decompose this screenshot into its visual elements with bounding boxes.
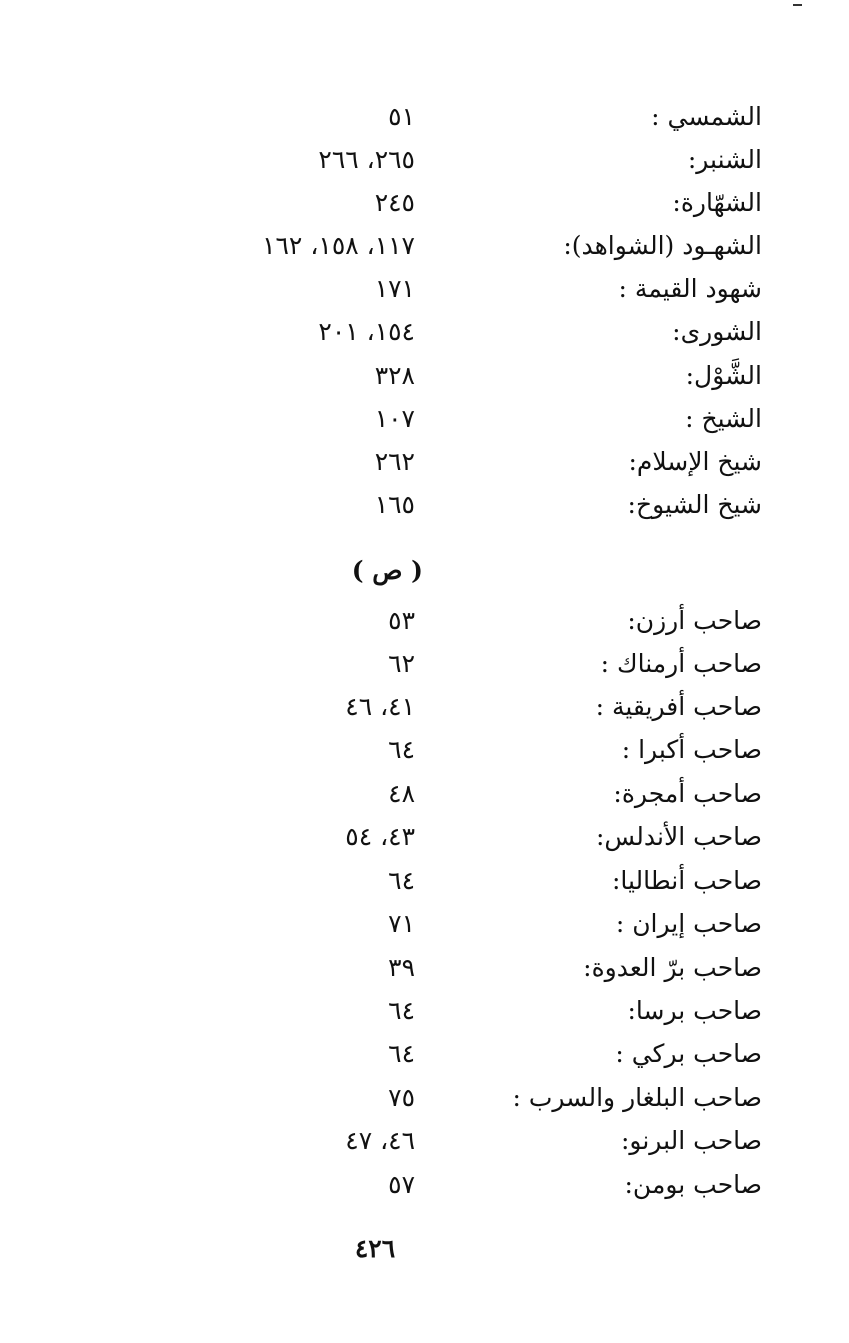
entry-pages: ٤٣، ٥٤ xyxy=(345,822,415,851)
entry-pages: ٤١، ٤٦ xyxy=(345,692,415,721)
entry-pages: ٧١ xyxy=(388,909,415,938)
entry-term: صاحب بركي : xyxy=(615,1039,762,1068)
entry-pages: ٢٤٥ xyxy=(374,188,415,217)
entry-pages: ٦٤ xyxy=(388,996,415,1025)
entry-pages: ٢٦٢ xyxy=(374,447,415,476)
index-entry xyxy=(0,442,849,482)
entry-pages: ٥٣ xyxy=(388,606,415,635)
index-entry xyxy=(0,991,849,1031)
index-entry xyxy=(0,774,849,814)
entry-term: صاحب إيران : xyxy=(615,909,762,938)
entry-term: صاحب أرمناك : xyxy=(600,649,762,678)
entry-term: الشهـود (الشواهد): xyxy=(563,231,762,260)
entry-term: صاحب الأندلس: xyxy=(596,822,762,851)
index-entry xyxy=(0,183,849,223)
page-number: ٤٢٦ xyxy=(354,1234,396,1263)
index-entry xyxy=(0,1078,849,1118)
index-entry xyxy=(0,904,849,944)
entry-term: صاحب البلغار والسرب : xyxy=(512,1083,762,1112)
entry-pages: ١١٧، ١٥٨، ١٦٢ xyxy=(262,231,415,260)
index-entry xyxy=(0,1121,849,1161)
entry-pages: ٤٨ xyxy=(388,779,415,808)
entry-term: صاحب برسا: xyxy=(627,996,762,1025)
entry-term: صاحب بومن: xyxy=(624,1170,762,1199)
entry-term: شهود القيمة : xyxy=(618,274,762,303)
entry-pages: ٦٢ xyxy=(388,649,415,678)
index-entry xyxy=(0,97,849,137)
entry-term: الشيخ : xyxy=(685,404,762,433)
index-entry xyxy=(0,687,849,727)
index-entry xyxy=(0,1034,849,1074)
index-entry xyxy=(0,861,849,901)
index-entry xyxy=(0,312,849,352)
index-entry xyxy=(0,356,849,396)
entry-term: شيخ الشيوخ: xyxy=(627,490,762,519)
entry-pages: ٦٤ xyxy=(388,1039,415,1068)
entry-term: الشَّوْل: xyxy=(685,361,762,390)
index-entry xyxy=(0,399,849,439)
entry-term: الشورى: xyxy=(672,317,762,346)
index-entry xyxy=(0,1165,849,1205)
entry-term: صاحب البرنو: xyxy=(621,1126,762,1155)
index-entry xyxy=(0,948,849,988)
top-margin-mark xyxy=(793,4,802,6)
entry-pages: ١٦٥ xyxy=(374,490,415,519)
entry-term: الشمسي : xyxy=(651,102,762,131)
index-entry xyxy=(0,140,849,180)
entry-term: صاحب أكبرا : xyxy=(621,735,762,764)
index-entry xyxy=(0,644,849,684)
entry-pages: ٦٤ xyxy=(388,866,415,895)
entry-pages: ١٥٤، ٢٠١ xyxy=(318,317,415,346)
entry-pages: ٧٥ xyxy=(388,1083,415,1112)
entry-term: صاحب أفريقية : xyxy=(595,692,762,721)
index-entry xyxy=(0,485,849,525)
entry-term: صاحب أرزن: xyxy=(627,606,762,635)
entry-pages: ١٧١ xyxy=(374,274,415,303)
entry-term: الشنبر: xyxy=(687,145,762,174)
entry-term: صاحب أمجرة: xyxy=(613,779,762,808)
entry-pages: ٣٢٨ xyxy=(374,361,415,390)
index-entry xyxy=(0,269,849,309)
entry-pages: ٥١ xyxy=(388,102,415,131)
entry-pages: ٣٩ xyxy=(388,953,415,982)
index-entry xyxy=(0,601,849,641)
entry-pages: ٦٤ xyxy=(388,735,415,764)
entry-pages: ٢٦٥، ٢٦٦ xyxy=(318,145,415,174)
entry-term: صاحب أنطاليا: xyxy=(611,866,762,895)
entry-term: الشهّارة: xyxy=(672,188,762,217)
index-entry xyxy=(0,817,849,857)
entry-pages: ١٠٧ xyxy=(374,404,415,433)
entry-term: صاحب برّ العدوة: xyxy=(583,953,762,982)
entry-term: شيخ الإسلام: xyxy=(628,447,762,476)
index-entry xyxy=(0,730,849,770)
section-heading: ( ص ) xyxy=(351,556,423,585)
index-entry xyxy=(0,226,849,266)
entry-pages: ٥٧ xyxy=(388,1170,415,1199)
entry-pages: ٤٦، ٤٧ xyxy=(345,1126,415,1155)
